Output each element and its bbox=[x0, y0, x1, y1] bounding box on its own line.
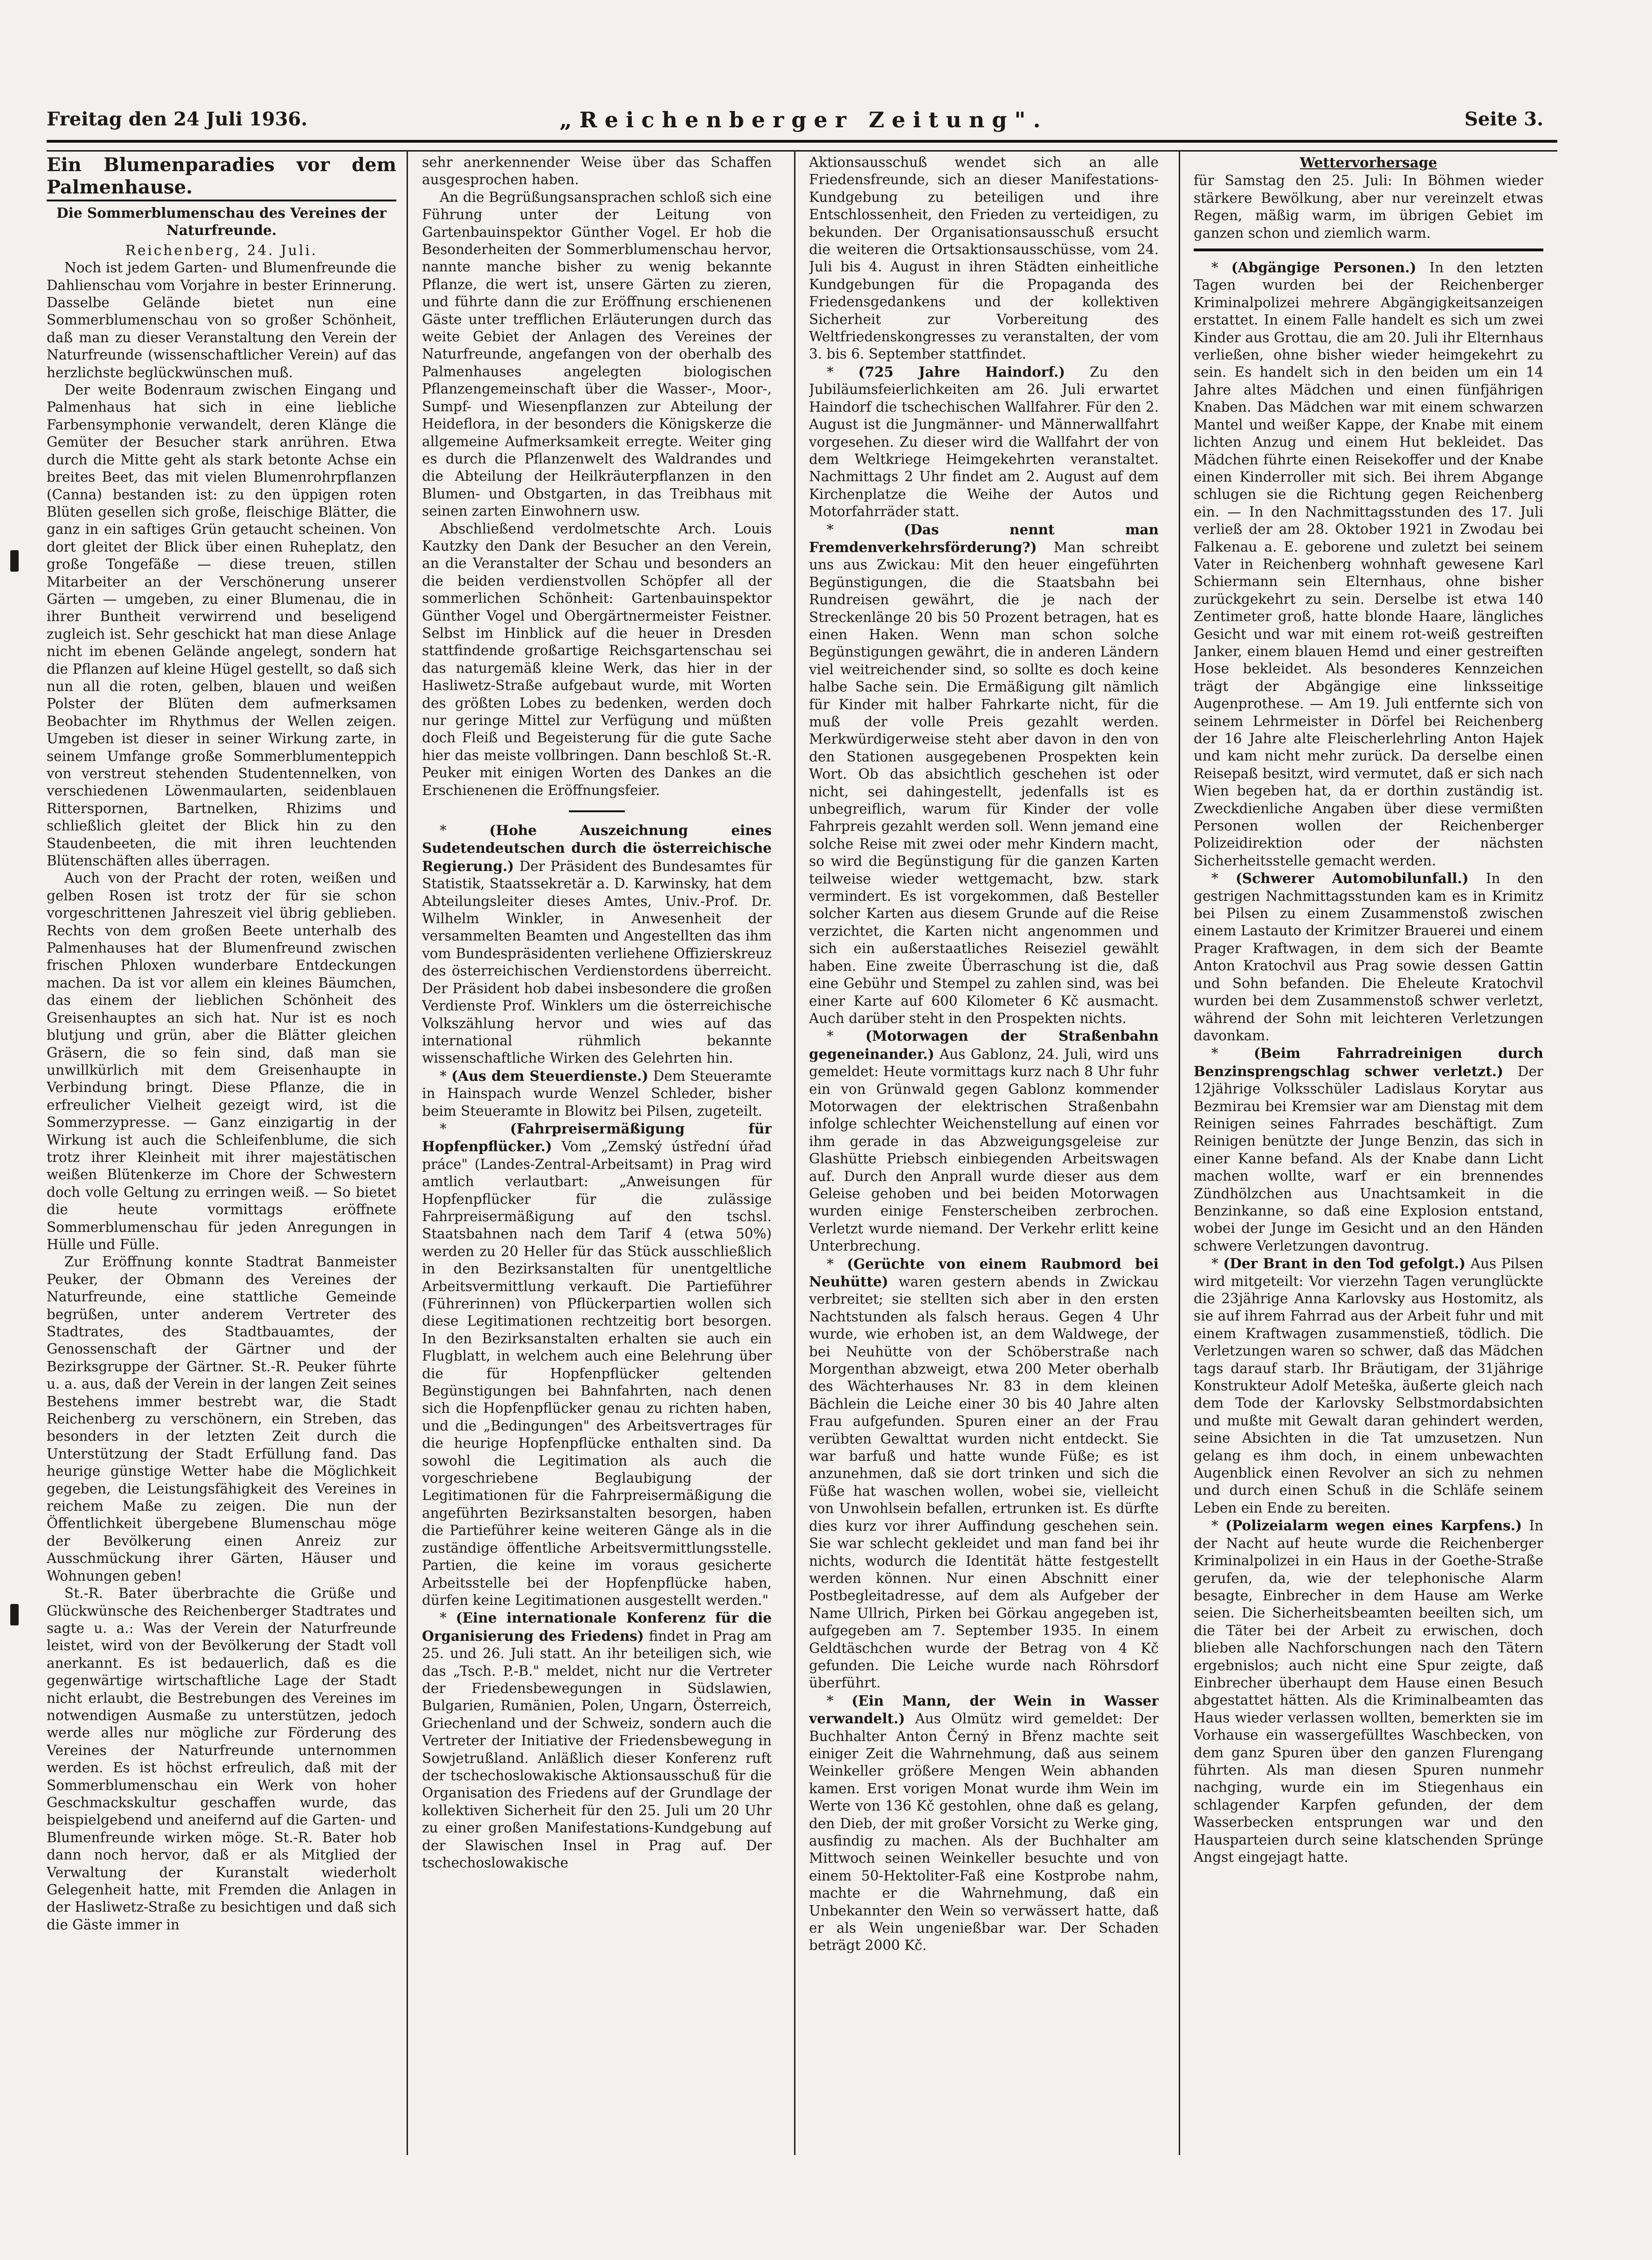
column-3 bbox=[809, 154, 1159, 2159]
paragraph: Zur Eröffnung konnte Stadtrat Banmeister Peuker, der Obmann des Vereines der Naturfreunde, eine stattliche Gemeinde begrüßen, unter anderem Vertreter des Stadtrates, des Stadtbauamtes, der Genossenschaft der Gärtner und der Bezirksgruppe der Gärtner. St.-R. Peuker führte u. a. aus, daß der Verein in der langen Zeit seines Bestehens immer bestrebt war, die Stadt Reichenberg zu verschönern, ein Streben, das besonders in der letzten Zeit durch die Unterstützung der Stadt Erfüllung fand. Das heurige günstige Wetter habe die Möglichkeit gegeben, die Leistungsfähigkeit des Vereines in reichem Maße zu zeigen. Die nun der Öffentlichkeit übergebene Blumenschau möge der Bevölkerung einen Anreiz zur Ausschmückung ihrer Gärten, Häuser und Wohnungen geben! bbox=[47, 1254, 396, 1584]
news-heading: (Aus dem Steuerdienste.) bbox=[451, 1067, 649, 1084]
news-item: * (Ein Mann, der Wein in Wasser verwandelt.) Aus Olmütz wird gemeldet: Der Buchhalter Anton Černý in Břenz machte seit einiger Zeit die Wahrnehmung, daß aus seinem Weinkeller größere Mengen Wein abhanden kamen. Erst vorigen Monat wurde ihm Wein im Werte von 136 Kč gestohlen, ohne daß es gelang, den Dieb, der mit großer Vorsicht zu Werke ging, ausfindig zu machen. Als der Buchhalter am Mittwoch seinen Weinkeller besuchte und von einem 50-Hektoliter-Faß eine Kostprobe nahm, machte er die Wahrnehmung, daß ein Unbekannter den Wein so verwässert hatte, daß er als Wein ungenießbar war. Der Schaden beträgt 2000 Kč. bbox=[809, 1692, 1159, 1954]
news-item: * (Der Brant in den Tod gefolgt.) Aus Pilsen wird mitgeteilt: Vor vierzehn Tagen verunglückte die 23jährige Anna Karlovsky aus Hostomitz, als sie auf ihrem Fahrrad aus der Arbeit fuhr und mit einem Kraftwagen zusammenstieß, tödlich. Die Verletzungen waren so schwer, daß das Mädchen tags darauf starb. Ihr Bräutigam, der 31jährige Konstrukteur Adolf Meteška, äußerte gleich nach dem Tode der Karlovsky Selbstmordabsichten und mußte mit Gewalt daran gehindert werden, seine Absichten in die Tat umzusetzen. Nun gelang es ihm doch, in einem unbewachten Augenblick einen Revolver an sich zu nehmen und durch einen Schuß in die Schläfe seinem Leben ein Ende zu bereiten. bbox=[1194, 1255, 1543, 1516]
news-body: Der Präsident des Bundesamtes für Statistik, Staatssekretär a. D. Karwinsky, hat dem Abteilungsleiter dieses Amtes, Univ.-Prof. Dr. Wilhelm Winkler, in Anwesenheit der versammelten Beamten und Angestellten das ihm vom Bundespräsidenten verliehene Offizierskreuz des österreichischen Verdienstordens überreicht. Der Präsident hob dabei insbesondere die großen Verdienste Prof. Winklers um die österreichische Volkszählung hervor und wies auf das international rühmlich bekannte wissenschaftliche Wirken des Gelehrten hin. bbox=[422, 858, 772, 1066]
news-heading: (Eine internationale Konferenz für die Organisierung des Friedens) bbox=[422, 1610, 772, 1644]
news-item: * (Hohe Auszeichnung eines Sudetendeutschen durch die österreichische Regierung.) Der Präsident des Bundesamtes für Statistik, Staatssekretär a. D. Karwinsky, hat dem Abteilungsleiter dieses Amtes, Univ.-Prof. Dr. Wilhelm Winkler, in Anwesenheit der versammelten Beamten und Angestellten das ihm vom Bundespräsidenten verliehene Offizierskreuz des österreichischen Verdienstordens überreicht. Der Präsident hob dabei insbesondere die großen Verdienste Prof. Winklers um die österreichische Volkszählung hervor und wies auf das international rühmlich bekannte wissenschaftliche Wirken des Gelehrten hin. bbox=[422, 822, 772, 1066]
news-item: * (Aus dem Steuerdienste.) Dem Steueramte in Hainspach wurde Wenzel Schleder, bisher beim Steueramte in Blowitz bei Pilsen, zugeteilt. bbox=[422, 1067, 772, 1119]
column-2 bbox=[422, 154, 772, 2159]
paragraph: St.-R. Bater überbrachte die Grüße und Glückwünsche des Reichenberger Stadtrates und sagte u. a.: Was der Verein der Naturfreunde leistet, wird von der Bevölkerung der Stadt voll anerkannt. Es ist bedauerlich, daß es die gegenwärtige wirtschaftliche Lage der Stadt nicht erlaubt, die Bestrebungen des Vereines im notwendigen Ausmaße zu unterstützen, jedoch werde alles nur mögliche zur Förderung des Vereines der Naturfreunde unternommen werden. Es ist höchst erfreulich, daß mit der Sommerblumenschau ein Werk von hoher Geschmackskultur geschaffen wurde, das beispielgebend und aneifernd auf die Garten- und Blumenfreunde wirken möge. St.-R. Bater hob dann noch hervor, daß er als Mitglied der Verwaltung der Kuranstalt wiederholt Gelegenheit hatte, mit Fremden die Anlagen in der Hasliwetz-Straße zu besichtigen und daß sich die Gäste immer in bbox=[47, 1585, 396, 1933]
news-item: * (Beim Fahrradreinigen durch Benzinsprengschlag schwer verletzt.) Der 12jährige Volksschüler Ladislaus Korytar aus Bezmirau bei Kremsier war am Dienstag mit dem Reinigen seines Fahrrades beschäftigt. Zum Reinigen benützte der Junge Benzin, das sich in einer Kanne befand. Als der Knabe dann Licht machen wollte, warf er ein brennendes Zündhölzchen aus Unachtsamkeit in die Benzinkanne, so daß eine Explosion entstand, wobei der Junge im Gesicht und an den Händen schwere Verletzungen davontrug. bbox=[1194, 1045, 1543, 1254]
news-heading: (Hohe Auszeichnung eines Sudetendeutschen durch die österreichische Regierung.) bbox=[422, 822, 772, 874]
paragraph: Noch ist jedem Garten- und Blumenfreunde die Dahlienschau vom Vorjahre in bester Erinnerung. Dasselbe Gelände bietet nun eine Sommerblumenschau von so großer Schönheit, daß man zu dieser Veranstaltung den Verein der Naturfreunde (wissenschaftlicher Verein) auf das herzlichste beglückwünschen muß. bbox=[47, 260, 396, 380]
column-divider bbox=[407, 150, 408, 2155]
news-item: * (Schwerer Automobilunfall.) In den gestrigen Nachmittagsstunden kam es in Krimitz bei Pilsen zu einem Zusammenstoß zwischen einem Lastauto der Krimitzer Brauerei und einem Prager Kraftwagen, in dem sich der Beamte Anton Kratochvil aus Prag sowie dessen Gattin und Sohn befanden. Die Eheleute Kratochvil wurden bei dem Zusammenstoß schwer verletzt, während der Sohn mit leichteren Verletzungen davonkam. bbox=[1194, 870, 1543, 1044]
paragraph: sehr anerkennender Weise über das Schaffen ausgesprochen haben. bbox=[422, 154, 772, 188]
news-heading: (Fahrpreisermäßigung für Hopfenpflücker.) bbox=[422, 1120, 772, 1155]
news-item: * (Das nennt man Fremdenverkehrsförderung?) Man schreibt uns aus Zwickau: Mit den heuer eingeführten Begünstigungen, die die Staatsbahn bei Rundreisen gewährt, die je nach der Streckenlänge 20 bis 50 Prozent betragen, hat es einen Haken. Wenn man schon solche Begünstigungen gewährt, die in anderen Ländern viel weitreichender sind, so sollte es doch keine halbe Sache sein. Die Ermäßigung gilt nämlich für Kinder mit halber Fahrkarte nicht, für die muß der volle Preis gezahlt werden. Merkwürdigerweise steht aber davon in den von den Stationen ausgegebenen Prospekten kein Wort. Ob das absichtlich geschehen ist oder nicht, sei dahingestellt, jedenfalls ist es unbegreiflich, warum für Kinder der volle Fahrpreis gezahlt werden soll. Wenn jemand eine solche Reise mit zwei oder mehr Kindern macht, so wird die Begünstigung für die ganzen Karten teilweise wieder wettgemacht, bzw. stark vermindert. Es ist vorgekommen, daß Besteller solcher Karten aus diesem Grunde auf die Reise verzichtet, die Karten nicht angenommen und sich ein außerstaatliches Reiseziel gewählt haben. Eine zweite Überraschung ist die, daß eine Gebühr und Stempel zu zahlen sind, was bei einer Karte auf 600 Kilometer 6 Kč ausmacht. Auch darüber steht in den Prospekten nichts. bbox=[809, 521, 1159, 1026]
news-body: Vom „Zemský ústřední úřad práce" (Landes-Zentral-Arbeitsamt) in Prag wird amtlich verlautbart: „Anweisungen für Hopfenpflücker für die zulässige Fahrpreisermäßigung auf den tschsl. Staatsbahnen nach dem Tarif 4 (etwa 50%) werden zu 20 Heller für das Stück ausschließlich in den Bezirksanstalten für unentgeltliche Arbeitsvermittlung verkauft. Die Partieführer (Führerinnen) von Pflückerpartien wollen sich diese Legitimationen rechtzeitig bort besorgen. In den Bezirksanstalten erhalten sie auch ein Flugblatt, in welchem auch eine Belehrung über die für Hopfenpflücker geltenden Begünstigungen bei Bahnfahrten, nach denen sich die Hopfenpflücker genau zu richten haben, und die „Bedingungen" des Arbeitsvertrages für die heurige Hopfenpflücke enthalten sind. Da sowohl die Legitimation als auch die vorgeschriebene Beglaubigung der Legitimationen für die Fahrpreisermäßigung die angeführten Bezirksanstalten besorgen, haben die Partieführer keine weiteren Gänge als in die zuständige öffentliche Arbeitsvermittlungsstelle. Partien, die keine im voraus gesicherte Arbeitsstelle bei der Hopfenpflücke haben, dürfen keine Legitimationen ausgestellt werden." bbox=[422, 1139, 772, 1608]
column-1 bbox=[47, 154, 396, 2159]
binding-hole-mark bbox=[10, 1604, 19, 1625]
news-item: * (Eine internationale Konferenz für die Organisierung des Friedens) findet in Prag am 25. und 26. Juli statt. An ihr beteiligen sich, wie das „Tsch. P.-B." meldet, nicht nur die Vertreter der Friedensbewegungen in Südslawien, Bulgarien, Rumänien, Polen, Ungarn, Österreich, Griechenland und der Schweiz, sondern auch die Vertreter der Initiative der Friedensbewegung in Sowjetrußland. Anläßlich dieser Konferenz ruft der tschechoslowakische Aktionsausschuß für die Organisation des Friedens auf der Grundlage der kollektiven Sicherheit für den 25. Juli um 20 Uhr zu einer großen Manifestations-Kundgebung auf der Slawischen Insel in Prag auf. Der tschechoslowakische bbox=[422, 1610, 772, 1871]
issue-date: Freitag den 24 Juli 1936. bbox=[47, 108, 308, 130]
article-headline: Ein Blumenparadies vor dem Palmenhause. bbox=[47, 154, 396, 201]
dateline: Reichenberg, 24. Juli. bbox=[125, 242, 318, 258]
news-body: Zu den Jubiläumsfeierlichkeiten am 26. Juli erwartet Haindorf die tschechischen Wallfahrer. Für den 2. August ist die Jungmänner- und Männerwallfahrt vorgesehen. Zu dieser wird die Wallfahrt der von dem Weltkriege Heimgekehrten veranstaltet. Nachmittags 2 Uhr findet am 2. August auf dem Kirchenplatze die Weihe der Autos und Motorfahrräder statt. bbox=[809, 364, 1159, 520]
page-number: Seite 3. bbox=[1464, 108, 1543, 130]
paragraph: Aktionsausschuß wendet sich an alle Friedensfreunde, sich an dieser Manifestations-Kundgebung zu beteiligen und ihre Entschlossenheit, den Frieden zu verteidigen, zu bekunden. Der Organisationsausschuß ersucht die weiteren die Ortsaktionsausschüsse, vom 24. Juli bis 4. August in ihren Städten einheitliche Kundgebungen für die Propaganda des Friedensgedankens und der kollektiven Sicherheit zur Vorbereitung des Weltfriedenskongresses zu veranstalten, der vom 3. bis 6. September stattfindet. bbox=[809, 154, 1159, 362]
paragraph: Der weite Bodenraum zwischen Eingang und Palmenhaus hat sich in eine liebliche Farbensymphonie verwandelt, deren Klänge die Gemüter der Besucher stark anrühren. Etwa durch die Mitte geht als stark betonte Achse ein breites Beet, das mit vielen Blumenrohrpflanzen (Canna) bestanden ist: zu den üppigen roten Blüten gesellen sich große, fleischige Blätter, die ganz in ein saftiges Grün getaucht scheinen. Von dort gleitet der Blick über einen Ruheplatz, den große Tongefäße — diese treuen, stillen Mitarbeiter an der Verschönerung unserer Gärten — umgeben, zu einer Blumenau, die in ihrer Buntheit verwirrend und beseligend zugleich ist. Sehr geschickt hat man diese Anlage nicht im ebenen Gelände angelegt, sondern hat die Pflanzen auf kleine Hügel gestellt, so daß sich nun all die roten, gelben, blauen und weißen Polster der Blüten dem aufmerksamen Beobachter im Rhythmus der Wellen zeigen. Umgeben ist dieser in seiner Wirkung zarte, in seinem Umfange große Sommerblumenteppich von verstreut stehenden Studentennelken, von verschiedenen Löwenmaularten, seidenblauen Ritterspornen, Bartnelken, Rhizims und schließlich gleitet der Blick hin zu den Staudenbeeten, die mit ihren leuchtenden Blütenschäften alles überragen. bbox=[47, 382, 396, 869]
column-divider bbox=[794, 150, 795, 2155]
column-4 bbox=[1194, 154, 1543, 2159]
masthead: „Reichenberger Zeitung". bbox=[560, 107, 1048, 132]
paragraph: Abschließend verdolmetschte Arch. Louis Kautzky den Dank der Besucher an den Verein, an die Veranstalter der Schau und besonders an die beiden verdienstvollen Schöpfer all der sommerlichen Schönheit: Gartenbauinspektor Günther Vogel und Obergärtnermeister Feistner. Selbst im Hinblick auf die heuer in Dresden stattfindende großartige Reichsgartenschau sei das naturgemäß kleine Werk, das hier in der Hasliwetz-Straße aufgebaut wurde, mit Worten des größten Lobes zu bedenken, werden doch nur geringe Mittel zur Verfügung und müßten doch Fleiß und Begeisterung für die gute Sache hier das meiste vollbringen. Dann beschloß St.-R. Peuker mit einigen Worten des Dankes an die Erschienenen die Eröffnungsfeier. bbox=[422, 520, 772, 798]
news-body: Aus Olmütz wird gemeldet: Der Buchhalter Anton Černý in Břenz machte seit einiger Zeit die Wahrnehmung, daß aus seinem Weinkeller größere Mengen Wein abhanden kamen. Erst vorigen Monat wurde ihm Wein im Werte von 136 Kč gestohlen, ohne daß es gelang, den Dieb, der mit großer Vorsicht zu Werke ging, ausfindig zu machen. Als der Buchhalter am Mittwoch seinen Weinkeller besuchte und von einem 50-Hektoliter-Faß eine Kostprobe nahm, machte er die Wahrnehmung, daß ein Unbekannter den Wein so verwässert hatte, daß er als Wein ungenießbar war. Der Schaden beträgt 2000 Kč. bbox=[809, 1711, 1159, 1954]
binding-hole-mark bbox=[10, 550, 19, 572]
news-body: Aus Pilsen wird mitgeteilt: Vor vierzehn Tagen verunglückte die 23jährige Anna Karlovsky aus Hostomitz, als sie auf ihrem Fahrrad aus der Arbeit fuhr und mit einem Kraftwagen zusammenstieß, tödlich. Die Verletzungen waren so schwer, daß das Mädchen tags darauf starb. Ihr Bräutigam, der 31jährige Konstrukteur Adolf Meteška, äußerte gleich nach dem Tode der Karlovsky Selbstmordabsichten und mußte mit Gewalt daran gehindert werden, seine Absichten in die Tat umzusetzen. Nun gelang es ihm doch, in einem unbewachten Augenblick einen Revolver an sich zu nehmen und durch einen Schuß in die Schläfe seinem Leben ein Ende zu bereiten. bbox=[1194, 1256, 1543, 1516]
news-heading: (Der Brant in den Tod gefolgt.) bbox=[1223, 1255, 1466, 1272]
paragraph: Auch von der Pracht der roten, weißen und gelben Rosen ist trotz der für sie schon vorgeschrittenen Jahreszeit viel übrig geblieben. Rechts von dem großen Beete unterhalb des Palmenhauses hat der Blumenfreund zwischen frischen Phloxen wunderbare Entdeckungen machen. Da ist vor allem ein kleines Bäumchen, das einem der lieblichen Schönheit des Greisenhauptes an sich hat. Nur ist es noch blutjung und grün, aber die Blätter gleichen Gräsern, die so fein sind, daß man sie unwillkürlich mit dem Greisenhaupte in Verbindung bringt. Diese Pflanze, die in erfreulicher Vielheit gezeigt wird, ist die Sommerzypresse. — Ganz einzigartig in der Wirkung ist auch die Schleifenblume, die sich trotz ihrer Kleinheit mit ihrer majestätischen weißen Blütenkerze im Chore der Schwestern doch volle Geltung zu erringen weiß. — So bietet die heute vormittags eröffnete Sommerblumenschau für jeden Anregungen in Hülle und Fülle. bbox=[47, 870, 396, 1252]
news-heading: (Polizeialarm wegen eines Karpfens.) bbox=[1225, 1517, 1522, 1534]
news-body: Man schreibt uns aus Zwickau: Mit den heuer eingeführten Begünstigungen, die die Staatsbahn bei Rundreisen gewährt, die je nach der Streckenlänge 20 bis 50 Prozent betragen, hat es einen Haken. Wenn man schon solche Begünstigungen gewährt, die in anderen Ländern viel weitreichender sind, so sollte es doch keine halbe Sache sein. Die Ermäßigung gilt nämlich für Kinder mit halber Fahrkarte nicht, für die muß der volle Preis gezahlt werden. Merkwürdigerweise steht aber davon in den von den Stationen ausgegebenen Prospekten kein Wort. Ob das absichtlich geschehen ist oder nicht, sei dahingestellt, jedenfalls ist es unbegreiflich, warum für Kinder der volle Fahrpreis gezahlt werden soll. Wenn jemand eine solche Reise mit zwei oder mehr Kindern macht, so wird die Begünstigung für die ganzen Karten teilweise wieder wettgemacht, bzw. stark vermindert. Es ist vorgekommen, daß Besteller solcher Karten aus diesem Grunde auf die Reise verzichtet, die Karten nicht angenommen und sich ein außerstaatliches Reiseziel gewählt haben. Eine zweite Überraschung ist die, daß eine Gebühr und Stempel zu zahlen sind, was bei einer Karte auf 600 Kilometer 6 Kč ausmacht. Auch darüber steht in den Prospekten nichts. bbox=[809, 539, 1159, 1026]
page-header bbox=[47, 108, 1543, 136]
news-body: In der Nacht auf heute wurde die Reichenberger Kriminalpolizei in ein Haus in der Goethe-Straße gerufen, da, wie der telephonische Alarm besagte, Einbrecher in dem Hause am Werke seien. Die Sicherheitsbeamten beeilten sich, um die Täter bei der Arbeit zu erwischen, doch blieben alle Nachforschungen nach den Tätern ergebnislos; auch nicht eine Spur zeigte, daß Einbrecher überhaupt dem Hause einen Besuch abgestattet hätten. Als die Kriminalbeamten das Haus wieder verlassen wollten, bemerkten sie im Vorhause ein wassergefülltes Waschbecken, von dem ganz Spuren über den ganzen Flurengang führten. Als man diesen Spuren nunmehr nachging, wurde ein im Stiegenhaus ein schlagender Karpfen gefunden, der dem Wasserbecken entsprungen war und den Hausparteien durch seine klatschenden Sprünge Angst eingejagt hatte. bbox=[1194, 1518, 1543, 1865]
news-item: * (Gerüchte von einem Raubmord bei Neuhütte) waren gestern abends in Zwickau verbreitet; sie stellten sich aber in den ersten Nachtstunden als falsch heraus. Gegen 4 Uhr wurde, wie erhoben ist, an dem Waldwege, der bei Neuhütte von der Schöberstraße nach Morgenthan abzweigt, etwa 200 Meter oberhalb des Wächterhauses Nr. 83 in dem kleinen Bächlein die Leiche einer 30 bis 40 Jahre alten Frau aufgefunden. Spuren einer an der Frau verübten Gewalttat wurden nicht entdeckt. Sie war barfuß und hatte wunde Füße; es ist anzunehmen, daß sie dort trinken und sich die Füße hat waschen wollen, wobei sie, vielleicht von Unwohlsein befallen, ertrunken ist. Es dürfte dies kurz vor ihrer Auffindung geschehen sein. Sie war schlecht gekleidet und man fand bei ihr nichts, wodurch die Identität hätte festgestellt werden können. Nur einen Abschnitt einer Postbegleitadresse, auf dem als Aufgeber der Name Ullrich, Pirken bei Görkau angegeben ist, aufgegeben am 7. September 1935. In einem Geldtäschchen wurde der Betrag von 4 Kč gefunden. Die Leiche wurde nach Röhrsdorf überführt. bbox=[809, 1255, 1159, 1691]
paragraph: An die Begrüßungsansprachen schloß sich eine Führung unter der Leitung von Gartenbauinspektor Günther Vogel. Er hob die Besonderheiten der Sommerblumenschau hervor, nannte manche bisher zu wenig bekannte Pflanze, die wert ist, unsere Gärten zu zieren, und führte dann die zur Eröffnung erschienenen Gäste unter trefflichen Erläuterungen durch das weite Gebiet der Anlagen des Vereines der Naturfreunde, angefangen von der oberhalb des Palmenhauses angelegten biologischen Pflanzengemeinschaft über die Wasser-, Moor-, Sumpf- und Wiesenpflanzen zur Abteilung der Heideflora, in der besonders die Königskerze die allgemeine Aufmerksamkeit erregte. Weiter ging es durch die Pflanzenwelt des Waldrandes und die Abteilung der Heilkräuterpflanzen in den Blumen- und Obstgarten, in das Treibhaus mit seinen zarten Einwohnern usw. bbox=[422, 189, 772, 519]
weather-heading: Wettervorhersage bbox=[1299, 154, 1438, 171]
news-body: findet in Prag am 25. und 26. Juli statt. An ihr beteiligen sich, wie das „Tsch. P.-B." meldet, nicht nur die Vertreter der Friedensbewegungen in Südslawien, Bulgarien, Rumänien, Polen, Ungarn, Österreich, Griechenland und der Schweiz, sondern auch die Vertreter der Initiative der Friedensbewegung in Sowjetrußland. Anläßlich dieser Konferenz ruft der tschechoslowakische Aktionsausschuß für die Organisation des Friedens auf der Grundlage der kollektiven Sicherheit für den 25. Juli um 20 Uhr zu einer großen Manifestations-Kundgebung auf der Slawischen Insel in Prag auf. Der tschechoslowakische bbox=[422, 1628, 772, 1871]
news-item: * (Polizeialarm wegen eines Karpfens.) In der Nacht auf heute wurde die Reichenberger Kriminalpolizei in ein Haus in der Goethe-Straße gerufen, da, wie der telephonische Alarm besagte, Einbrecher in dem Hause am Werke seien. Die Sicherheitsbeamten beeilten sich, um die Täter bei der Arbeit zu erwischen, doch blieben alle Nachforschungen nach den Tätern ergebnislos; auch nicht eine Spur zeigte, daß Einbrecher überhaupt dem Hause einen Besuch abgestattet hätten. Als die Kriminalbeamten das Haus wieder verlassen wollten, bemerkten sie im Vorhause ein wassergefülltes Waschbecken, von dem ganz Spuren über den ganzen Flurengang führten. Als man diesen Spuren nunmehr nachging, wurde ein im Stiegenhaus ein schlagender Karpfen gefunden, der dem Wasserbecken entsprungen war und den Hausparteien durch seine klatschenden Sprünge Angst eingejagt hatte. bbox=[1194, 1517, 1543, 1865]
news-item: * (725 Jahre Haindorf.) Zu den Jubiläumsfeierlichkeiten am 26. Juli erwartet Haindorf die tschechischen Wallfahrer. Für den 2. August ist die Jungmänner- und Männerwallfahrt vorgesehen. Zu dieser wird die Wallfahrt der von dem Weltkriege Heimgekehrten veranstaltet. Nachmittags 2 Uhr findet am 2. August auf dem Kirchenplatze die Weihe der Autos und Motorfahrräder statt. bbox=[809, 363, 1159, 520]
news-heading: (Ein Mann, der Wein in Wasser verwandelt.) bbox=[809, 1692, 1159, 1727]
news-body: Aus Gablonz, 24. Juli, wird uns gemeldet: Heute vormittags kurz nach 8 Uhr fuhr ein von Grünwald gegen Gablonz kommender Motorwagen der elektrischen Straßenbahn infolge schlechter Weichenstellung auf einen vor ihm gerade in das Abzweigungsgeleise zur Glashütte Priebsch einbiegenden Arbeitswagen auf. Durch den Anprall wurde dieser aus dem Geleise gehoben und bei beiden Motorwagen wurden einige Fensterscheiben zerbrochen. Verletzt wurde niemand. Der Verkehr erlitt keine Unterbrechung. bbox=[809, 1046, 1159, 1254]
news-heading: (725 Jahre Haindorf.) bbox=[858, 363, 1065, 380]
news-item: * (Fahrpreisermäßigung für Hopfenpflücker.) Vom „Zemský ústřední úřad práce" (Landes-Zentral-Arbeitsamt) in Prag wird amtlich verlautbart: „Anweisungen für Hopfenpflücker für die zulässige Fahrpreisermäßigung auf den tschsl. Staatsbahnen nach dem Tarif 4 (etwa 50%) werden zu 20 Heller für das Stück ausschließlich in den Bezirksanstalten für unentgeltliche Arbeitsvermittlung verkauft. Die Partieführer (Führerinnen) von Pflückerpartien wollen sich diese Legitimationen rechtzeitig bort besorgen. In den Bezirksanstalten erhalten sie auch ein Flugblatt, in welchem auch eine Belehrung über die für Hopfenpflücker geltenden Begünstigungen bei Bahnfahrten, nach denen sich die Hopfenpflücker genau zu richten haben, und die „Bedingungen" des Arbeitsvertrages für die heurige Hopfenpflücke enthalten sind. Da sowohl die Legitimation als auch die vorgeschriebene Beglaubigung der Legitimationen für die Fahrpreisermäßigung die angeführten Bezirksanstalten besorgen, haben die Partieführer keine weiteren Gänge als in die zuständige öffentliche Arbeitsvermittlungsstelle. Partien, die keine im voraus gesicherte Arbeitsstelle bei der Hopfenpflücke haben, dürfen keine Legitimationen ausgestellt werden." bbox=[422, 1120, 772, 1608]
news-body: waren gestern abends in Zwickau verbreitet; sie stellten sich aber in den ersten Nachtstunden als falsch heraus. Gegen 4 Uhr wurde, wie erhoben ist, an dem Waldwege, der bei Neuhütte von der Schöberstraße nach Morgenthan abzweigt, etwa 200 Meter oberhalb des Wächterhauses Nr. 83 in dem kleinen Bächlein die Leiche einer 30 bis 40 Jahre alten Frau aufgefunden. Spuren einer an der Frau verübten Gewalttat wurden nicht entdeckt. Sie war barfuß und hatte wunde Füße; es ist anzunehmen, daß sie dort trinken und sich die Füße hat waschen wollen, wobei sie, vielleicht von Unwohlsein befallen, ertrunken ist. Es dürfte dies kurz vor ihrer Auffindung geschehen sein. Sie war schlecht gekleidet und man fand bei ihr nichts, wodurch die Identität hätte festgestellt werden können. Nur einen Abschnitt einer Postbegleitadresse, auf dem als Aufgeber der Name Ullrich, Pirken bei Görkau angegeben ist, aufgegeben am 7. September 1935. In einem Geldtäschchen wurde der Betrag von 4 Kč gefunden. Die Leiche wurde nach Röhrsdorf überführt. bbox=[809, 1274, 1159, 1691]
news-heading: (Motorwagen der Straßenbahn gegeneinander.) bbox=[809, 1028, 1159, 1062]
news-heading: (Abgängige Personen.) bbox=[1231, 259, 1417, 276]
news-heading: (Beim Fahrradreinigen durch Benzinsprengschlag schwer verletzt.) bbox=[1194, 1045, 1543, 1079]
news-heading: (Schwerer Automobilunfall.) bbox=[1235, 870, 1469, 887]
weather-forecast: für Samstag den 25. Juli: In Böhmen wieder stärkere Bewölkung, aber nur vereinzelt etwas Regen, mäßig warm, im übrigen Gebiet im ganzen schon und ziemlich warm. bbox=[1194, 173, 1543, 241]
news-item: * (Abgängige Personen.) In den letzten Tagen wurden bei der Reichenberger Kriminalpolizei mehrere Abgängigkeitsanzeigen erstattet. In einem Falle handelt es sich um zwei Kinder aus Grottau, die am 20. Juli ihr Elternhaus verließen, ohne bisher wieder heimgekehrt zu sein. Es handelt sich in den beiden um ein 14 Jahre altes Mädchen und einen fünfjährigen Knaben. Das Mädchen war mit einem schwarzen Mantel und weißer Kappe, der Knabe mit einem lichten Anzug und einem Hut bekleidet. Das Mädchen führte einen Reisekoffer und der Knabe einen Kinderroller mit sich. Bei ihrem Abgange schlugen sie die Richtung gegen Reichenberg ein. — In den Nachmittagsstunden des 17. Juli verließ der am 28. Oktober 1921 in Zwodau bei Falkenau a. E. geborene und zuletzt bei seinem Vater in Reichenberg wohnhaft gewesene Karl Schiermann sein Elternhaus, ohne bisher zurückgekehrt zu sein. Derselbe ist etwa 140 Zentimeter groß, hatte blonde Haare, längliches Gesicht und war mit einem rot-weiß gestreiften Janker, einem blauen Hemd und einer gestreiften Hose bekleidet. Als besonderes Kennzeichen trägt der Abgängige eine linksseitige Augenprothese. — Am 19. Juli entfernte sich von seinem Lehrmeister in Dörfel bei Reichenberg der 16 Jahre alte Fleischerlehrling Anton Hajek und kam nicht mehr zurück. Da derselbe einen Reisepaß besitzt, wird vermutet, daß er sich nach Wien begeben hat, da er dorthin zuständig ist. Zweckdienliche Angaben über diese vermißten Personen wollen der Reichenberger Polizeidirektion oder der nächsten Sicherheitsstelle gemacht werden. bbox=[1194, 259, 1543, 869]
article-subheadline: Die Sommerblumenschau des Vereines der Naturfreunde. bbox=[56, 205, 387, 239]
news-heading: (Gerüchte von einem Raubmord bei Neuhütte) bbox=[809, 1255, 1159, 1290]
header-rule bbox=[47, 140, 1557, 152]
column-divider bbox=[1179, 150, 1180, 2155]
news-body: In den letzten Tagen wurden bei der Reichenberger Kriminalpolizei mehrere Abgängigkeitsanzeigen erstattet. In einem Falle handelt es sich um zwei Kinder aus Grottau, die am 20. Juli ihr Elternhaus verließen, ohne bisher wieder heimgekehrt zu sein. Es handelt sich in den beiden um ein 14 Jahre altes Mädchen und einen fünfjährigen Knaben. Das Mädchen war mit einem schwarzen Mantel und weißer Kappe, der Knabe mit einem lichten Anzug und einem Hut bekleidet. Das Mädchen führte einen Reisekoffer und der Knabe einen Kinderroller mit sich. Bei ihrem Abgange schlugen sie die Richtung gegen Reichenberg ein. — In den Nachmittagsstunden des 17. Juli verließ der am 28. Oktober 1921 in Zwodau bei Falkenau a. E. geborene und zuletzt bei seinem Vater in Reichenberg wohnhaft gewesene Karl Schiermann sein Elternhaus, ohne bisher zurückgekehrt zu sein. Derselbe ist etwa 140 Zentimeter groß, hatte blonde Haare, längliches Gesicht und war mit einem rot-weiß gestreiften Janker, einem blauen Hemd und einer gestreiften Hose bekleidet. Als besonderes Kennzeichen trägt der Abgängige eine linksseitige Augenprothese. — Am 19. Juli entfernte sich von seinem Lehrmeister in Dörfel bei Reichenberg der 16 Jahre alte Fleischerlehrling Anton Hajek und kam nicht mehr zurück. Da derselbe einen Reisepaß besitzt, wird vermutet, daß er sich nach Wien begeben hat, da er dorthin zuständig ist. Zweckdienliche Angaben über diese vermißten Personen wollen der Reichenberger Polizeidirektion oder der nächsten Sicherheitsstelle gemacht werden. bbox=[1194, 260, 1543, 869]
news-body: In den gestrigen Nachmittagsstunden kam es in Krimitz bei Pilsen zu einem Zusammenstoß zwischen einem Lastauto der Krimitzer Brauerei und einem Prager Kraftwagen, in dem sich der Beamte Anton Kratochvil aus Prag sowie dessen Gattin und Sohn befanden. Die Eheleute Kratochvil wurden bei dem Zusammenstoß schwer verletzt, während der Sohn mit leichteren Verletzungen davonkam. bbox=[1194, 871, 1543, 1044]
section-separator bbox=[1194, 249, 1543, 251]
section-separator bbox=[569, 810, 625, 812]
news-item: * (Motorwagen der Straßenbahn gegeneinander.) Aus Gablonz, 24. Juli, wird uns gemeldet: Heute vormittags kurz nach 8 Uhr fuhr ein von Grünwald gegen Gablonz kommender Motorwagen der elektrischen Straßenbahn infolge schlechter Weichenstellung auf einen vor ihm gerade in das Abzweigungsgeleise zur Glashütte Priebsch einbiegenden Arbeitswagen auf. Durch den Anprall wurde dieser aus dem Geleise gehoben und bei beiden Motorwagen wurden einige Fensterscheiben zerbrochen. Verletzt wurde niemand. Der Verkehr erlitt keine Unterbrechung. bbox=[809, 1028, 1159, 1254]
news-body: Der 12jährige Volksschüler Ladislaus Korytar aus Bezmirau bei Kremsier war am Dienstag mit dem Reinigen seines Fahrrades beschäftigt. Zum Reinigen benützte der Junge Benzin, das sich in einer Kanne befand. Als der Knabe dann Licht machen wollte, warf er ein brennendes Zündhölzchen aus Unachtsamkeit in die Benzinkanne, so daß eine Explosion entstand, wobei der Junge im Gesicht und an den Händen schwere Verletzungen davontrug. bbox=[1194, 1063, 1543, 1254]
news-body: Dem Steueramte in Hainspach wurde Wenzel Schleder, bisher beim Steueramte in Blowitz bei Pilsen, zugeteilt. bbox=[422, 1068, 772, 1119]
news-heading: (Das nennt man Fremdenverkehrsförderung?) bbox=[809, 521, 1159, 555]
